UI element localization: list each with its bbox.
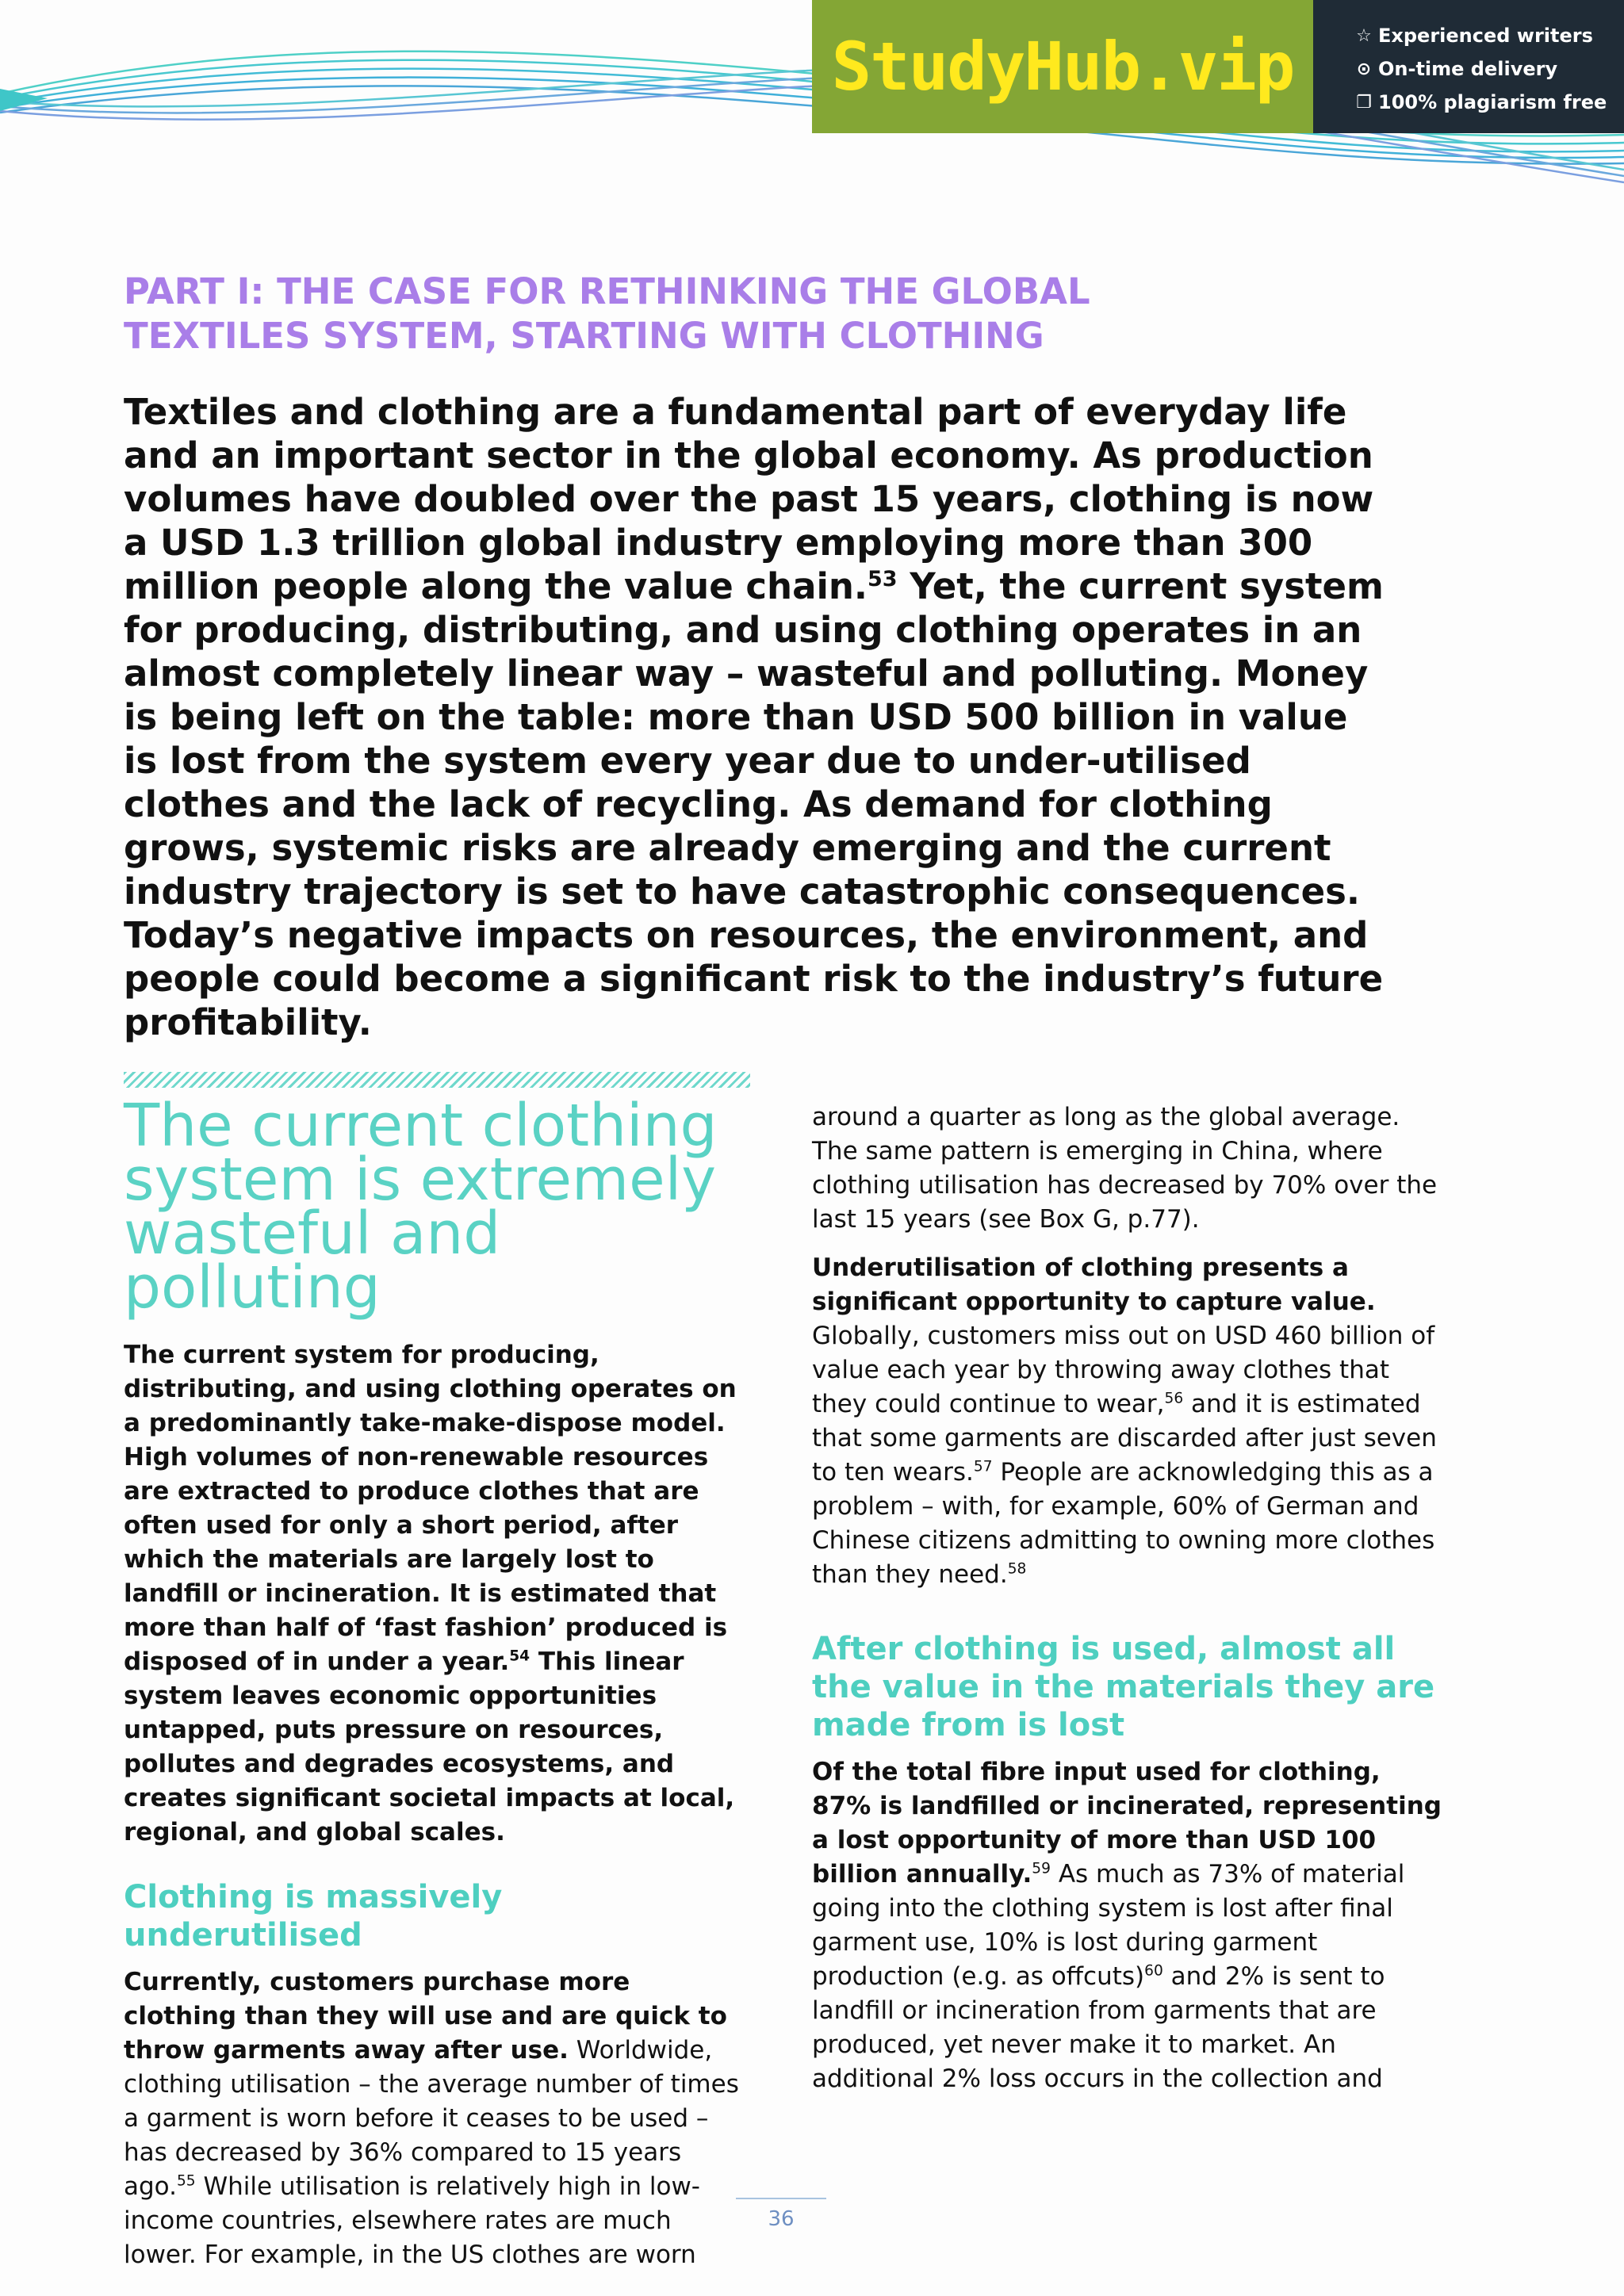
body-text: People are acknowledging this as a problem – with, for example, 60% of German and Chinese citizens admitting to owning more clothes than they need.	[812, 1458, 1435, 1589]
clock-icon: ⊙	[1356, 59, 1372, 79]
left-column	[124, 1092, 750, 2272]
part-title	[124, 270, 1155, 358]
body-text: Globally, customers miss out on USD 460 billion of value each year by throwing away clothes that they could continue to wear,	[812, 1322, 1435, 1418]
feature-label: 100% plagiarism free	[1378, 91, 1607, 113]
star-icon: ☆	[1356, 25, 1372, 46]
intro-paragraph	[124, 1338, 750, 1850]
body-text: As much as 73% of material going into the clothing system is lost after final garment use, 10% is lost during garment production (e.g. as offcuts)	[812, 1860, 1405, 1991]
body-text: and 2% is sent to landfill or incineration from garments that are produced, yet never make it to market. An additional 2% loss occurs in the collection and	[812, 1962, 1385, 2093]
studyhub-logo: StudyHub.vip	[831, 28, 1294, 105]
feature-experienced-writers	[1354, 19, 1624, 52]
body-text: Worldwide, clothing utilisation – the average number of times a garment is worn before it ceases to be used – has decreased by 36% compared to 15 years ago.	[124, 2036, 739, 2201]
copy-icon: ❐	[1356, 92, 1372, 113]
footer-divider	[736, 2198, 826, 2199]
body-paragraph	[124, 1965, 750, 2272]
footnote-ref: 58	[1007, 1560, 1027, 1578]
bold-lead-in: Of the total fibre input used for clothing, 87% is landfilled or incinerated, representing a lost opportunity of more than USD 100 billion annually.	[812, 1758, 1442, 1888]
feature-label: On-time delivery	[1378, 58, 1558, 80]
part-title-line-2: TEXTILES SYSTEM, STARTING WITH CLOTHING	[124, 315, 1044, 357]
right-column	[812, 1100, 1446, 2096]
footnote-ref: 54	[509, 1647, 530, 1665]
body-text: While utilisation is relatively high in low-income countries, elsewhere rates are much lower. For example, in the US clothes are worn	[124, 2172, 700, 2269]
studyhub-banner[interactable]	[812, 0, 1313, 133]
lead-text: Textiles and clothing are a fundamental part of everyday life and an important sector in the global economy. As production volumes have doubled over the past 15 years, clothing is now a USD 1.3 trillion global industry employing more than 300 million people along the value chain.	[124, 391, 1374, 607]
intro-text: The current system for producing, distributing, and using clothing operates on a predominantly take-make-dispose model. High volumes of non-renewable resources are extracted to produce clothes that are often used for only a short period, after which the materials are largely lost to landfill or incineration. It is estimated that more than half of ‘fast fashion’ produced is disposed of in under a year.	[124, 1341, 737, 1676]
section-heading: The current clothing system is extremely wasteful and polluting	[124, 1092, 718, 1322]
bold-lead-in: Underutilisation of clothing presents a significant opportunity to capture value.	[812, 1253, 1376, 1316]
body-paragraph	[812, 1755, 1446, 2096]
footnote-ref: 55	[176, 2172, 196, 2190]
intro-text: This linear system leaves economic opportunities untapped, puts pressure on resources, pollutes and degrades ecosystems, and creates significant societal impacts at local, regional, and global scales.	[124, 1647, 735, 1846]
lead-paragraph	[124, 390, 1392, 1044]
bold-lead-in: Currently, customers purchase more clothing than they will use and are quick to throw garments away after use.	[124, 1968, 727, 2064]
body-text: and it is estimated that some garments are discarded after just seven to ten wears.	[812, 1390, 1437, 1487]
body-paragraph	[812, 1251, 1446, 1592]
feature-label: Experienced writers	[1378, 25, 1593, 47]
sub-heading: Clothing is massively underutilised	[124, 1879, 503, 1954]
part-title-line-1: PART I: THE CASE FOR RETHINKING THE GLOBAL	[124, 270, 1090, 312]
footnote-ref: 57	[973, 1458, 993, 1475]
footnote-ref: 60	[1144, 1962, 1163, 1980]
footnote-ref: 53	[868, 567, 898, 591]
banner-features	[1313, 0, 1624, 133]
page-number: 36	[768, 2207, 795, 2231]
body-paragraph: around a quarter as long as the global average. The same pattern is emerging in China, where clothing utilisation has decreased by 70% over the last 15 years (see Box G, p.77).	[812, 1103, 1438, 1234]
feature-on-time-delivery	[1354, 52, 1624, 86]
sub-heading: After clothing is used, almost all the value in the materials they are made from is lost	[812, 1631, 1435, 1743]
section-divider	[124, 1072, 750, 1088]
feature-plagiarism-free	[1354, 86, 1624, 119]
footnote-ref: 59	[1032, 1860, 1051, 1877]
footnote-ref: 56	[1164, 1390, 1184, 1407]
lead-text: Yet, the current system for producing, distributing, and using clothing operates in an almost completely linear way – wasteful and polluting. Money is being left on the table: more than USD 500 billion in value is lost from the system every year due to under-utilised clothes and the lack of recycling. As demand for clothing grows, systemic risks are already emerging and the current industry trajectory is set to have catastrophic consequences. Today’s negative impacts on resources, the environment, and people could become a significant risk to the industry’s future profitability.	[124, 565, 1384, 1043]
